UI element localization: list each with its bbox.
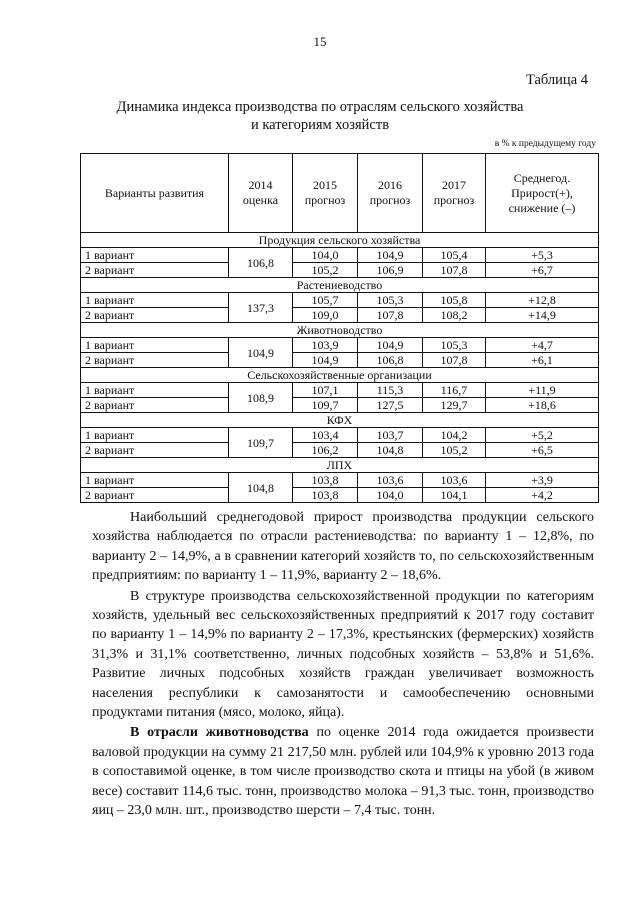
variant-cell: 2 вариант bbox=[81, 308, 229, 323]
livestock-lead: В отрасли животноводства bbox=[130, 725, 309, 741]
variant-cell: 2 вариант bbox=[81, 263, 229, 278]
header-2017: 2017 прогноз bbox=[423, 154, 486, 233]
category-title: Животноводство bbox=[81, 323, 599, 338]
value-2016-cell: 105,3 bbox=[358, 293, 423, 308]
paragraph-structure: В структуре производства сельскохозяйственной продукции по категориям хозяйств, удельный вес сельскохозяйственных предприятий к 2017 году составит по варианту 1 – 14,9% по варианту 2 – 17,3%, крестьянских (фермерских) хозяйств 31,3% и 31,1% соответственно, личных подсобных хозяйств – 53,8% и 51,6%. Развитие личных подсобных хозяйств граждан увеличивает возможность населения республики к самозанятости и самообеспечению основными продуктами питания (мясо, молоко, яйца). bbox=[92, 588, 594, 721]
value-2015-cell: 104,0 bbox=[293, 248, 358, 263]
production-index-table bbox=[80, 153, 599, 503]
avg-change-cell: +6,7 bbox=[486, 263, 599, 278]
header-2015: 2015 прогноз bbox=[293, 154, 358, 233]
estimate-2014-cell: 108,9 bbox=[229, 383, 293, 413]
estimate-2014-cell: 104,9 bbox=[229, 338, 293, 368]
body-text bbox=[92, 508, 594, 821]
value-2017-cell: 116,7 bbox=[423, 383, 486, 398]
value-2016-cell: 104,8 bbox=[358, 443, 423, 458]
table-row bbox=[81, 488, 599, 503]
table-title bbox=[0, 98, 640, 134]
category-row bbox=[81, 413, 599, 428]
value-2015-cell: 103,4 bbox=[293, 428, 358, 443]
value-2016-cell: 107,8 bbox=[358, 308, 423, 323]
value-2015-cell: 109,0 bbox=[293, 308, 358, 323]
variant-cell: 1 вариант bbox=[81, 383, 229, 398]
category-row bbox=[81, 323, 599, 338]
avg-change-cell: +12,8 bbox=[486, 293, 599, 308]
avg-change-cell: +14,9 bbox=[486, 308, 599, 323]
value-2017-cell: 108,2 bbox=[423, 308, 486, 323]
category-title: КФХ bbox=[81, 413, 599, 428]
value-2015-cell: 105,7 bbox=[293, 293, 358, 308]
variant-cell: 2 вариант bbox=[81, 353, 229, 368]
page-number: 15 bbox=[313, 34, 327, 49]
value-2015-cell: 105,2 bbox=[293, 263, 358, 278]
table-row bbox=[81, 398, 599, 413]
value-2015-cell: 103,8 bbox=[293, 488, 358, 503]
avg-change-cell: +5,3 bbox=[486, 248, 599, 263]
value-2015-cell: 109,7 bbox=[293, 398, 358, 413]
table-row bbox=[81, 473, 599, 488]
table-row bbox=[81, 353, 599, 368]
category-title: Растениеводство bbox=[81, 278, 599, 293]
value-2016-cell: 103,7 bbox=[358, 428, 423, 443]
variant-cell: 2 вариант bbox=[81, 488, 229, 503]
value-2017-cell: 105,8 bbox=[423, 293, 486, 308]
value-2015-cell: 107,1 bbox=[293, 383, 358, 398]
estimate-2014-cell: 137,3 bbox=[229, 293, 293, 323]
category-title: ЛПХ bbox=[81, 458, 599, 473]
value-2017-cell: 105,2 bbox=[423, 443, 486, 458]
livestock-text: по оценке 2014 года ожидается произвести валовой продукции на сумму 21 217,50 млн. рублей или 104,9% к уровню 2013 года в сопоставимой оценке, в том числе производство скота и птицы на убой (в живом весе) составит 114,6 тыс. тонн, производство молока – 91,3 тыс. тонн, производство яиц – 23,0 млн. шт., производство шерсти – 7,4 тыс. тонн. bbox=[92, 725, 594, 819]
value-2016-cell: 104,0 bbox=[358, 488, 423, 503]
header-2014: 2014 оценка bbox=[229, 154, 293, 233]
value-2016-cell: 106,8 bbox=[358, 353, 423, 368]
estimate-2014-cell: 104,8 bbox=[229, 473, 293, 503]
value-2015-cell: 104,9 bbox=[293, 353, 358, 368]
category-row bbox=[81, 278, 599, 293]
value-2016-cell: 104,9 bbox=[358, 338, 423, 353]
table-row bbox=[81, 263, 599, 278]
avg-change-cell: +11,9 bbox=[486, 383, 599, 398]
variant-cell: 1 вариант bbox=[81, 248, 229, 263]
category-title: Продукция сельского хозяйства bbox=[81, 233, 599, 248]
table-row bbox=[81, 443, 599, 458]
avg-change-cell: +4,7 bbox=[486, 338, 599, 353]
table-row bbox=[81, 428, 599, 443]
estimate-2014-cell: 109,7 bbox=[229, 428, 293, 458]
value-2015-cell: 106,2 bbox=[293, 443, 358, 458]
avg-change-cell: +6,5 bbox=[486, 443, 599, 458]
avg-change-cell: +5,2 bbox=[486, 428, 599, 443]
value-2017-cell: 104,1 bbox=[423, 488, 486, 503]
table-row bbox=[81, 248, 599, 263]
variant-cell: 1 вариант bbox=[81, 428, 229, 443]
category-title: Сельскохозяйственные организации bbox=[81, 368, 599, 383]
header-variants: Варианты развития bbox=[81, 154, 229, 233]
variant-cell: 2 вариант bbox=[81, 398, 229, 413]
table-label: Таблица 4 bbox=[525, 72, 588, 88]
table-row bbox=[81, 383, 599, 398]
value-2016-cell: 103,6 bbox=[358, 473, 423, 488]
table-header-row bbox=[81, 154, 599, 233]
value-2017-cell: 107,8 bbox=[423, 263, 486, 278]
value-2017-cell: 105,3 bbox=[423, 338, 486, 353]
avg-change-cell: +18,6 bbox=[486, 398, 599, 413]
value-2017-cell: 104,2 bbox=[423, 428, 486, 443]
table-title-line2: и категориям хозяйств bbox=[250, 117, 390, 133]
variant-cell: 1 вариант bbox=[81, 293, 229, 308]
avg-change-cell: +3,9 bbox=[486, 473, 599, 488]
value-2017-cell: 105,4 bbox=[423, 248, 486, 263]
table-row bbox=[81, 338, 599, 353]
value-2015-cell: 103,9 bbox=[293, 338, 358, 353]
variant-cell: 1 вариант bbox=[81, 338, 229, 353]
unit-note: в % к предыдущему году bbox=[494, 139, 596, 149]
variant-cell: 1 вариант bbox=[81, 473, 229, 488]
table-row bbox=[81, 308, 599, 323]
table-row bbox=[81, 293, 599, 308]
avg-change-cell: +6,1 bbox=[486, 353, 599, 368]
value-2016-cell: 115,3 bbox=[358, 383, 423, 398]
table-title-line1: Динамика индекса производства по отраслям сельского хозяйства bbox=[116, 99, 524, 115]
value-2017-cell: 107,8 bbox=[423, 353, 486, 368]
header-avg-change: Среднегод. Прирост(+), снижение (–) bbox=[486, 154, 599, 233]
value-2015-cell: 103,8 bbox=[293, 473, 358, 488]
avg-change-cell: +4,2 bbox=[486, 488, 599, 503]
category-row bbox=[81, 233, 599, 248]
estimate-2014-cell: 106,8 bbox=[229, 248, 293, 278]
value-2016-cell: 127,5 bbox=[358, 398, 423, 413]
header-2016: 2016 прогноз bbox=[358, 154, 423, 233]
variant-cell: 2 вариант bbox=[81, 443, 229, 458]
value-2016-cell: 106,9 bbox=[358, 263, 423, 278]
category-row bbox=[81, 368, 599, 383]
paragraph-crop-growth: Наибольший среднегодовой прирост производства продукции сельского хозяйства наблюдается по отрасли растениеводства: по варианту 1 – 12,8%, по варианту 2 – 14,9%, а в сравнении категорий хозяйств то, по сельскохозяйственным предприятиям: по варианту 1 – 11,9%, варианту 2 – 18,6%. bbox=[92, 510, 594, 584]
value-2017-cell: 129,7 bbox=[423, 398, 486, 413]
paragraph-livestock bbox=[92, 723, 594, 820]
value-2017-cell: 103,6 bbox=[423, 473, 486, 488]
category-row bbox=[81, 458, 599, 473]
value-2016-cell: 104,9 bbox=[358, 248, 423, 263]
